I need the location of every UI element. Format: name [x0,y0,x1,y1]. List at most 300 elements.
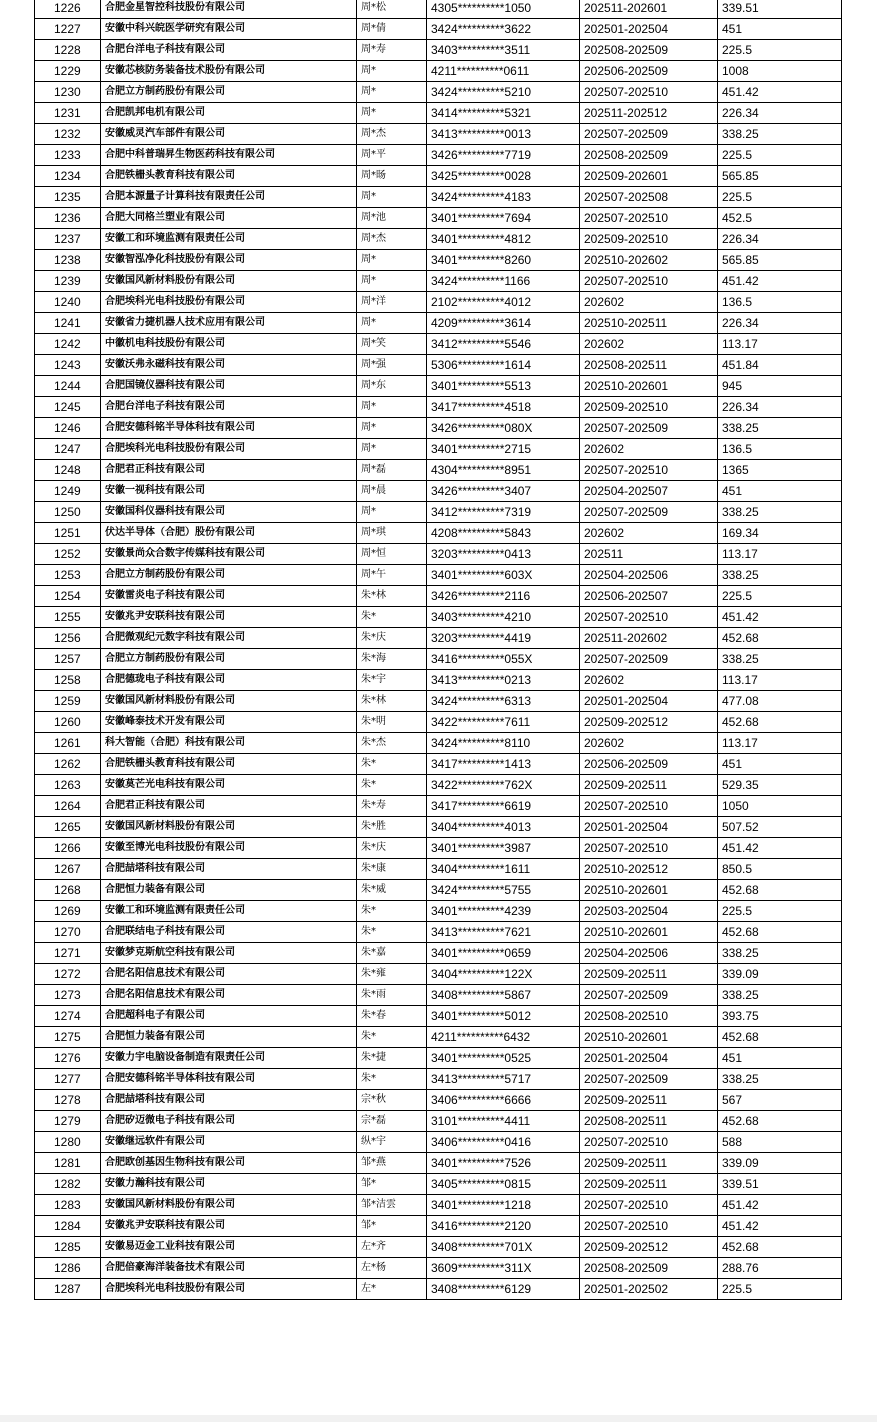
name-cell: 朱*庆 [357,838,427,859]
period-cell: 202507-202508 [580,187,718,208]
seq-cell: 1257 [35,649,101,670]
amount-cell: 338.25 [718,502,842,523]
table-row [35,607,842,628]
id-number-cell: 3412**********5546 [427,334,580,355]
period-cell: 202501-202504 [580,691,718,712]
company-cell: 合肥喆塔科技有限公司 [101,1090,357,1111]
amount-cell: 338.25 [718,418,842,439]
amount-cell: 452.68 [718,1027,842,1048]
seq-cell: 1286 [35,1258,101,1279]
name-cell: 朱*宇 [357,670,427,691]
name-cell: 周*杰 [357,229,427,250]
company-cell: 安徽省力捷机器人技术应用有限公司 [101,313,357,334]
amount-cell: 225.5 [718,901,842,922]
period-cell: 202602 [580,292,718,313]
company-cell: 安徽威灵汽车部件有限公司 [101,124,357,145]
seq-cell: 1234 [35,166,101,187]
amount-cell: 339.09 [718,964,842,985]
name-cell: 朱*春 [357,1006,427,1027]
seq-cell: 1282 [35,1174,101,1195]
name-cell: 周* [357,397,427,418]
name-cell: 周*洋 [357,292,427,313]
seq-cell: 1260 [35,712,101,733]
company-cell: 伏达半导体（合肥）股份有限公司 [101,523,357,544]
seq-cell: 1273 [35,985,101,1006]
period-cell: 202507-202510 [580,838,718,859]
period-cell: 202504-202507 [580,481,718,502]
name-cell: 周*池 [357,208,427,229]
company-cell: 安徽智泓净化科技股份有限公司 [101,250,357,271]
table-row [35,964,842,985]
seq-cell: 1287 [35,1279,101,1300]
seq-cell: 1259 [35,691,101,712]
table-row [35,418,842,439]
table-row [35,985,842,1006]
seq-cell: 1239 [35,271,101,292]
seq-cell: 1267 [35,859,101,880]
company-cell: 合肥喆塔科技有限公司 [101,859,357,880]
amount-cell: 225.5 [718,145,842,166]
company-cell: 安徽梦克斯航空科技有限公司 [101,943,357,964]
id-number-cell: 3404**********4013 [427,817,580,838]
period-cell: 202501-202504 [580,1048,718,1069]
table-row [35,838,842,859]
seq-cell: 1274 [35,1006,101,1027]
table-row [35,397,842,418]
id-number-cell: 3404**********122X [427,964,580,985]
period-cell: 202602 [580,523,718,544]
table-row [35,208,842,229]
name-cell: 宗*磊 [357,1111,427,1132]
name-cell: 朱*嘉 [357,943,427,964]
seq-cell: 1247 [35,439,101,460]
company-cell: 合肥金星智控科技股份有限公司 [101,0,357,19]
period-cell: 202507-202510 [580,1216,718,1237]
company-cell: 合肥国镜仪器科技有限公司 [101,376,357,397]
period-cell: 202509-202512 [580,712,718,733]
id-number-cell: 3401**********2715 [427,439,580,460]
id-number-cell: 3424**********8110 [427,733,580,754]
id-number-cell: 3413**********5717 [427,1069,580,1090]
table-row [35,754,842,775]
seq-cell: 1255 [35,607,101,628]
seq-cell: 1250 [35,502,101,523]
table-row [35,733,842,754]
name-cell: 周* [357,250,427,271]
table-row [35,19,842,40]
seq-cell: 1236 [35,208,101,229]
company-cell: 安徽一视科技有限公司 [101,481,357,502]
period-cell: 202507-202510 [580,460,718,481]
company-cell: 中徽机电科技股份有限公司 [101,334,357,355]
period-cell: 202511-202512 [580,103,718,124]
amount-cell: 393.75 [718,1006,842,1027]
seq-cell: 1272 [35,964,101,985]
company-cell: 安徽继远软件有限公司 [101,1132,357,1153]
period-cell: 202509-202511 [580,775,718,796]
company-cell: 安徽国风新材料股份有限公司 [101,271,357,292]
seq-cell: 1268 [35,880,101,901]
seq-cell: 1246 [35,418,101,439]
id-number-cell: 3417**********1413 [427,754,580,775]
company-cell: 合肥微观纪元数字科技有限公司 [101,628,357,649]
period-cell: 202501-202502 [580,1279,718,1300]
company-cell: 安徽中科兴皖医学研究有限公司 [101,19,357,40]
table-row [35,1069,842,1090]
id-number-cell: 3426**********2116 [427,586,580,607]
name-cell: 朱*胜 [357,817,427,838]
seq-cell: 1261 [35,733,101,754]
name-cell: 周*磊 [357,460,427,481]
amount-cell: 113.17 [718,544,842,565]
amount-cell: 338.25 [718,565,842,586]
company-cell: 合肥台洋电子科技有限公司 [101,40,357,61]
company-cell: 安徽力宇电脑设备制造有限责任公司 [101,1048,357,1069]
company-cell: 合肥安德科铭半导体科技有限公司 [101,418,357,439]
id-number-cell: 3401**********0659 [427,943,580,964]
name-cell: 左* [357,1279,427,1300]
period-cell: 202506-202509 [580,754,718,775]
period-cell: 202508-202509 [580,145,718,166]
period-cell: 202504-202506 [580,943,718,964]
seq-cell: 1228 [35,40,101,61]
id-number-cell: 3401**********1218 [427,1195,580,1216]
name-cell: 朱* [357,1027,427,1048]
id-number-cell: 3426**********080X [427,418,580,439]
company-cell: 合肥凯邦电机有限公司 [101,103,357,124]
company-cell: 合肥埃科光电科技股份有限公司 [101,292,357,313]
amount-cell: 226.34 [718,313,842,334]
amount-cell: 588 [718,1132,842,1153]
amount-cell: 338.25 [718,1069,842,1090]
table-row [35,544,842,565]
id-number-cell: 3401**********7526 [427,1153,580,1174]
id-number-cell: 3101**********4411 [427,1111,580,1132]
period-cell: 202509-202510 [580,229,718,250]
name-cell: 周* [357,187,427,208]
name-cell: 朱* [357,1069,427,1090]
table-row [35,1111,842,1132]
name-cell: 邹*洁雲 [357,1195,427,1216]
name-cell: 朱*林 [357,586,427,607]
seq-cell: 1240 [35,292,101,313]
period-cell: 202507-202509 [580,1069,718,1090]
company-cell: 安徽兆尹安联科技有限公司 [101,607,357,628]
name-cell: 朱*康 [357,859,427,880]
name-cell: 周*寿 [357,40,427,61]
company-cell: 安徽景尚众合数字传媒科技有限公司 [101,544,357,565]
seq-cell: 1264 [35,796,101,817]
period-cell: 202510-202601 [580,922,718,943]
name-cell: 邹*燕 [357,1153,427,1174]
id-number-cell: 4208**********5843 [427,523,580,544]
name-cell: 纵*宇 [357,1132,427,1153]
amount-cell: 451 [718,1048,842,1069]
seq-cell: 1235 [35,187,101,208]
amount-cell: 451 [718,481,842,502]
table-row [35,943,842,964]
id-number-cell: 3401**********3987 [427,838,580,859]
id-number-cell: 3401**********4812 [427,229,580,250]
amount-cell: 945 [718,376,842,397]
id-number-cell: 3403**********3511 [427,40,580,61]
period-cell: 202508-202509 [580,1258,718,1279]
period-cell: 202504-202506 [580,565,718,586]
company-cell: 合肥埃科光电科技股份有限公司 [101,1279,357,1300]
id-number-cell: 4209**********3614 [427,313,580,334]
amount-cell: 451.42 [718,1195,842,1216]
name-cell: 周* [357,271,427,292]
period-cell: 202508-202509 [580,40,718,61]
id-number-cell: 3406**********6666 [427,1090,580,1111]
id-number-cell: 5306**********1614 [427,355,580,376]
seq-cell: 1283 [35,1195,101,1216]
company-cell: 安徽国风新材料股份有限公司 [101,817,357,838]
company-cell: 合肥超科电子有限公司 [101,1006,357,1027]
id-number-cell: 3424**********4183 [427,187,580,208]
id-number-cell: 3422**********762X [427,775,580,796]
name-cell: 周* [357,103,427,124]
period-cell: 202508-202510 [580,1006,718,1027]
seq-cell: 1275 [35,1027,101,1048]
name-cell: 周* [357,82,427,103]
amount-cell: 452.68 [718,1111,842,1132]
name-cell: 周*晨 [357,481,427,502]
amount-cell: 225.5 [718,1279,842,1300]
id-number-cell: 3401**********5513 [427,376,580,397]
period-cell: 202507-202509 [580,649,718,670]
table-row [35,271,842,292]
amount-cell: 565.85 [718,166,842,187]
amount-cell: 339.51 [718,1174,842,1195]
amount-cell: 451 [718,754,842,775]
id-number-cell: 3426**********7719 [427,145,580,166]
period-cell: 202501-202504 [580,19,718,40]
company-cell: 合肥立方制药股份有限公司 [101,565,357,586]
name-cell: 左*齐 [357,1237,427,1258]
period-cell: 202507-202509 [580,418,718,439]
period-cell: 202510-202601 [580,376,718,397]
name-cell: 左*杨 [357,1258,427,1279]
amount-cell: 477.08 [718,691,842,712]
seq-cell: 1249 [35,481,101,502]
table-row [35,691,842,712]
id-number-cell: 3416**********055X [427,649,580,670]
seq-cell: 1245 [35,397,101,418]
amount-cell: 225.5 [718,40,842,61]
name-cell: 周*东 [357,376,427,397]
name-cell: 朱*雍 [357,964,427,985]
table-row [35,1048,842,1069]
amount-cell: 136.5 [718,292,842,313]
name-cell: 周*倩 [357,19,427,40]
seq-cell: 1271 [35,943,101,964]
amount-cell: 226.34 [718,397,842,418]
id-number-cell: 3424**********6313 [427,691,580,712]
name-cell: 朱* [357,754,427,775]
amount-cell: 338.25 [718,649,842,670]
company-cell: 合肥立方制药股份有限公司 [101,649,357,670]
seq-cell: 1277 [35,1069,101,1090]
id-number-cell: 3422**********7611 [427,712,580,733]
id-number-cell: 3424**********5755 [427,880,580,901]
period-cell: 202602 [580,439,718,460]
period-cell: 202511-202601 [580,0,718,19]
name-cell: 朱* [357,901,427,922]
amount-cell: 339.09 [718,1153,842,1174]
amount-cell: 225.5 [718,187,842,208]
company-cell: 合肥德珑电子科技有限公司 [101,670,357,691]
amount-cell: 507.52 [718,817,842,838]
name-cell: 周* [357,439,427,460]
company-cell: 合肥中科普瑞昇生物医药科技有限公司 [101,145,357,166]
company-cell: 安徽沃弗永磁科技有限公司 [101,355,357,376]
amount-cell: 529.35 [718,775,842,796]
period-cell: 202511-202602 [580,628,718,649]
id-number-cell: 3425**********0028 [427,166,580,187]
seq-cell: 1232 [35,124,101,145]
table-row [35,922,842,943]
company-cell: 合肥埃科光电科技股份有限公司 [101,439,357,460]
table-row [35,1006,842,1027]
seq-cell: 1252 [35,544,101,565]
table-row [35,82,842,103]
id-number-cell: 4305**********1050 [427,0,580,19]
company-cell: 安徽至博光电科技股份有限公司 [101,838,357,859]
table-row [35,817,842,838]
table-body [35,0,842,1300]
table-row [35,103,842,124]
company-cell: 合肥矽迈微电子科技有限公司 [101,1111,357,1132]
id-number-cell: 3406**********0416 [427,1132,580,1153]
seq-cell: 1242 [35,334,101,355]
company-cell: 合肥名阳信息技术有限公司 [101,985,357,1006]
id-number-cell: 3416**********2120 [427,1216,580,1237]
seq-cell: 1256 [35,628,101,649]
id-number-cell: 3424**********3622 [427,19,580,40]
amount-cell: 850.5 [718,859,842,880]
id-number-cell: 4304**********8951 [427,460,580,481]
amount-cell: 113.17 [718,334,842,355]
period-cell: 202506-202509 [580,61,718,82]
name-cell: 周* [357,502,427,523]
seq-cell: 1231 [35,103,101,124]
seq-cell: 1229 [35,61,101,82]
table-row [35,481,842,502]
table-row [35,187,842,208]
table-row [35,1258,842,1279]
table-row [35,523,842,544]
id-number-cell: 3401**********0525 [427,1048,580,1069]
amount-cell: 451.42 [718,607,842,628]
name-cell: 周*平 [357,145,427,166]
table-row [35,1090,842,1111]
table-row [35,40,842,61]
seq-cell: 1253 [35,565,101,586]
name-cell: 周*松 [357,0,427,19]
seq-cell: 1266 [35,838,101,859]
amount-cell: 451.42 [718,838,842,859]
period-cell: 202509-202601 [580,166,718,187]
id-number-cell: 4211**********6432 [427,1027,580,1048]
id-number-cell: 3403**********4210 [427,607,580,628]
amount-cell: 338.25 [718,985,842,1006]
id-number-cell: 3401**********5012 [427,1006,580,1027]
id-number-cell: 3424**********5210 [427,82,580,103]
name-cell: 周*强 [357,355,427,376]
period-cell: 202510-202601 [580,880,718,901]
table-row [35,124,842,145]
seq-cell: 1241 [35,313,101,334]
table-row [35,1195,842,1216]
amount-cell: 136.5 [718,439,842,460]
name-cell: 朱*威 [357,880,427,901]
table-row [35,502,842,523]
name-cell: 周*笑 [357,334,427,355]
id-number-cell: 3424**********1166 [427,271,580,292]
table-row [35,250,842,271]
table-row [35,145,842,166]
name-cell: 周* [357,313,427,334]
company-cell: 安徽莫芒光电科技有限公司 [101,775,357,796]
company-cell: 安徽国风新材料股份有限公司 [101,691,357,712]
company-cell: 安徽兆尹安联科技有限公司 [101,1216,357,1237]
name-cell: 邹* [357,1174,427,1195]
period-cell: 202507-202510 [580,82,718,103]
period-cell: 202509-202511 [580,1153,718,1174]
table-row [35,712,842,733]
id-number-cell: 3203**********4419 [427,628,580,649]
table-row [35,1237,842,1258]
table-row [35,355,842,376]
company-cell: 合肥本源量子计算科技有限责任公司 [101,187,357,208]
amount-cell: 451.42 [718,1216,842,1237]
period-cell: 202506-202507 [580,586,718,607]
amount-cell: 226.34 [718,103,842,124]
table-row [35,0,842,19]
period-cell: 202508-202511 [580,1111,718,1132]
company-cell: 合肥铁栅头教育科技有限公司 [101,754,357,775]
company-cell: 合肥台洋电子科技有限公司 [101,397,357,418]
table-row [35,1153,842,1174]
period-cell: 202510-202512 [580,859,718,880]
amount-cell: 338.25 [718,124,842,145]
name-cell: 周* [357,61,427,82]
table-row [35,775,842,796]
company-cell: 安徽工和环境监测有限责任公司 [101,229,357,250]
amount-cell: 338.25 [718,943,842,964]
table-row [35,565,842,586]
period-cell: 202509-202510 [580,397,718,418]
company-cell: 科大智能（合肥）科技有限公司 [101,733,357,754]
company-cell: 安徽峰泰技术开发有限公司 [101,712,357,733]
period-cell: 202509-202511 [580,1090,718,1111]
name-cell: 朱*寿 [357,796,427,817]
period-cell: 202602 [580,670,718,691]
id-number-cell: 3203**********0413 [427,544,580,565]
id-number-cell: 3401**********7694 [427,208,580,229]
table-row [35,292,842,313]
amount-cell: 565.85 [718,250,842,271]
period-cell: 202507-202510 [580,796,718,817]
id-number-cell: 3412**********7319 [427,502,580,523]
table-row [35,1279,842,1300]
seq-cell: 1279 [35,1111,101,1132]
amount-cell: 225.5 [718,586,842,607]
company-cell: 合肥名阳信息技术有限公司 [101,964,357,985]
seq-cell: 1262 [35,754,101,775]
seq-cell: 1265 [35,817,101,838]
